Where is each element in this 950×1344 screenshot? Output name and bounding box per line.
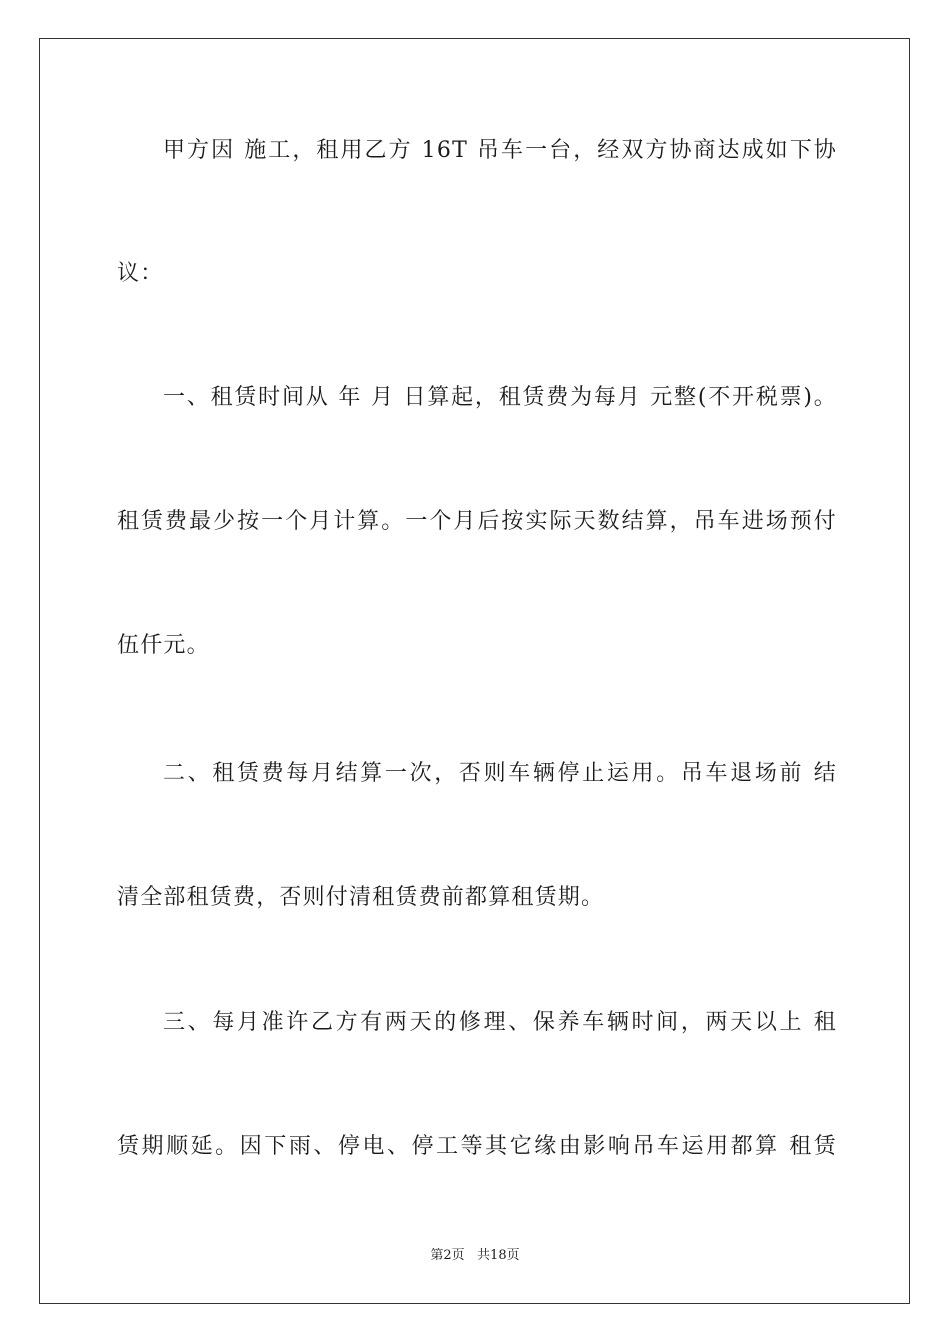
page-number: 第2页 共18页 (430, 1248, 520, 1263)
clause-1-line-2: 租赁费最少按一个月计算。一个月后按实际天数结算，吊车进场预付 (117, 509, 837, 534)
clause-3-line-2: 赁期顺延。因下雨、停电、停工等其它缘由影响吊车运用都算 租赁 (117, 1134, 837, 1159)
clause-3-line-1: 三、每月准许乙方有两天的修理、保养车辆时间，两天以上 租 (163, 1010, 837, 1035)
page-border (39, 38, 910, 1304)
clause-2-line-1: 二、租赁费每月结算一次，否则车辆停止运用。吊车退场前 结 (163, 761, 837, 786)
paragraph-intro-line-1: 甲方因 施工，租用乙方 16T 吊车一台，经双方协商达成如下协 (163, 138, 837, 163)
clause-2-line-2: 清全部租赁费，否则付清租赁费前都算租赁期。 (117, 885, 605, 910)
clause-1-line-1: 一、租赁时间从 年 月 日算起，租赁费为每月 元整(不开税票)。 (163, 385, 837, 410)
clause-1-line-3: 伍仟元。 (117, 633, 210, 658)
paragraph-intro-line-2: 议： (117, 261, 164, 286)
